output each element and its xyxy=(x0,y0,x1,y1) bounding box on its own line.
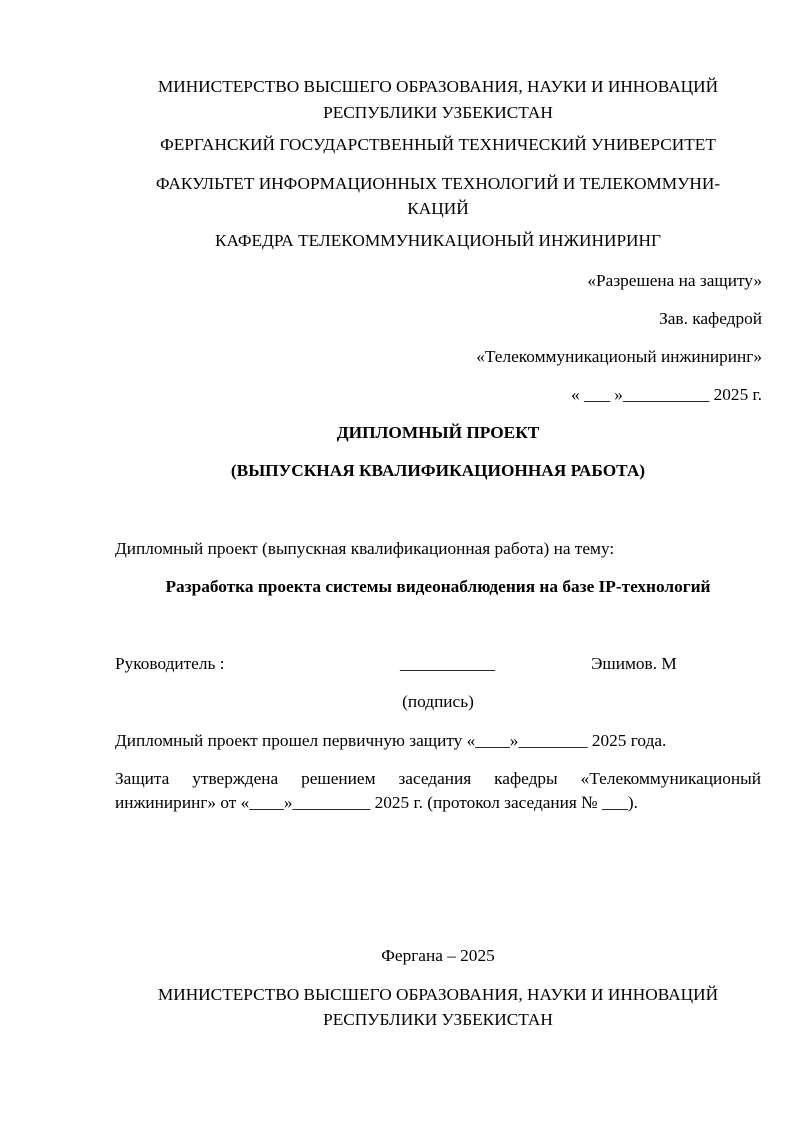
defense-approval-line-1: Защита утверждена решением заседания кафедры «Телекоммуникационый xyxy=(115,769,761,788)
faculty-line-2: КАЦИЙ xyxy=(407,199,469,218)
city-year: Фергана – 2025 xyxy=(381,946,495,965)
supervisor-name: Эшимов. М xyxy=(591,654,677,673)
approval-head: Зав. кафедрой xyxy=(659,309,762,328)
topic-intro: Дипломный проект (выпускная квалификационная работа) на тему: xyxy=(115,539,615,558)
signature-line: ___________ xyxy=(400,654,496,673)
ministry-line-1: МИНИСТЕРСТВО ВЫСШЕГО ОБРАЗОВАНИЯ, НАУКИ И ИННОВАЦИЙ xyxy=(157,77,719,96)
preliminary-defense: Дипломный проект прошел первичную защиту «____»________ 2025 года. xyxy=(115,731,667,750)
approval-date: « ___ »__________ 2025 г. xyxy=(571,385,762,404)
topic-name: Разработка проекта системы видеонаблюдения на базе IP-технологий xyxy=(165,577,711,596)
footer-ministry-line-2: РЕСПУБЛИКИ УЗБЕКИСТАН xyxy=(323,1010,553,1029)
project-title: ДИПЛОМНЫЙ ПРОЕКТ xyxy=(336,423,540,442)
footer-ministry-line-1: МИНИСТЕРСТВО ВЫСШЕГО ОБРАЗОВАНИЯ, НАУКИ И ИННОВАЦИЙ xyxy=(157,985,719,1004)
approval-allowed: «Разрешена на защиту» xyxy=(587,271,762,290)
approval-department: «Телекоммуникационый инжиниринг» xyxy=(476,347,762,366)
supervisor-label: Руководитель : xyxy=(115,654,225,673)
department-name: КАФЕДРА ТЕЛЕКОММУНИКАЦИОНЫЙ ИНЖИНИРИНГ xyxy=(214,231,662,250)
ministry-line-2: РЕСПУБЛИКИ УЗБЕКИСТАН xyxy=(323,103,553,122)
defense-approval-paragraph xyxy=(115,767,761,815)
project-subtitle: (ВЫПУСКНАЯ КВАЛИФИКАЦИОННАЯ РАБОТА) xyxy=(230,461,646,480)
university-name: ФЕРГАНСКИЙ ГОСУДАРСТВЕННЫЙ ТЕХНИЧЕСКИЙ УНИВЕРСИТЕТ xyxy=(160,135,716,154)
faculty-line-1: ФАКУЛЬТЕТ ИНФОРМАЦИОННЫХ ТЕХНОЛОГИЙ И ТЕЛЕКОММУНИ- xyxy=(155,174,721,193)
signature-caption: (подпись) xyxy=(402,692,474,711)
defense-approval-line-2: инжиниринг» от «____»_________ 2025 г. (протокол заседания № ___). xyxy=(115,793,638,812)
